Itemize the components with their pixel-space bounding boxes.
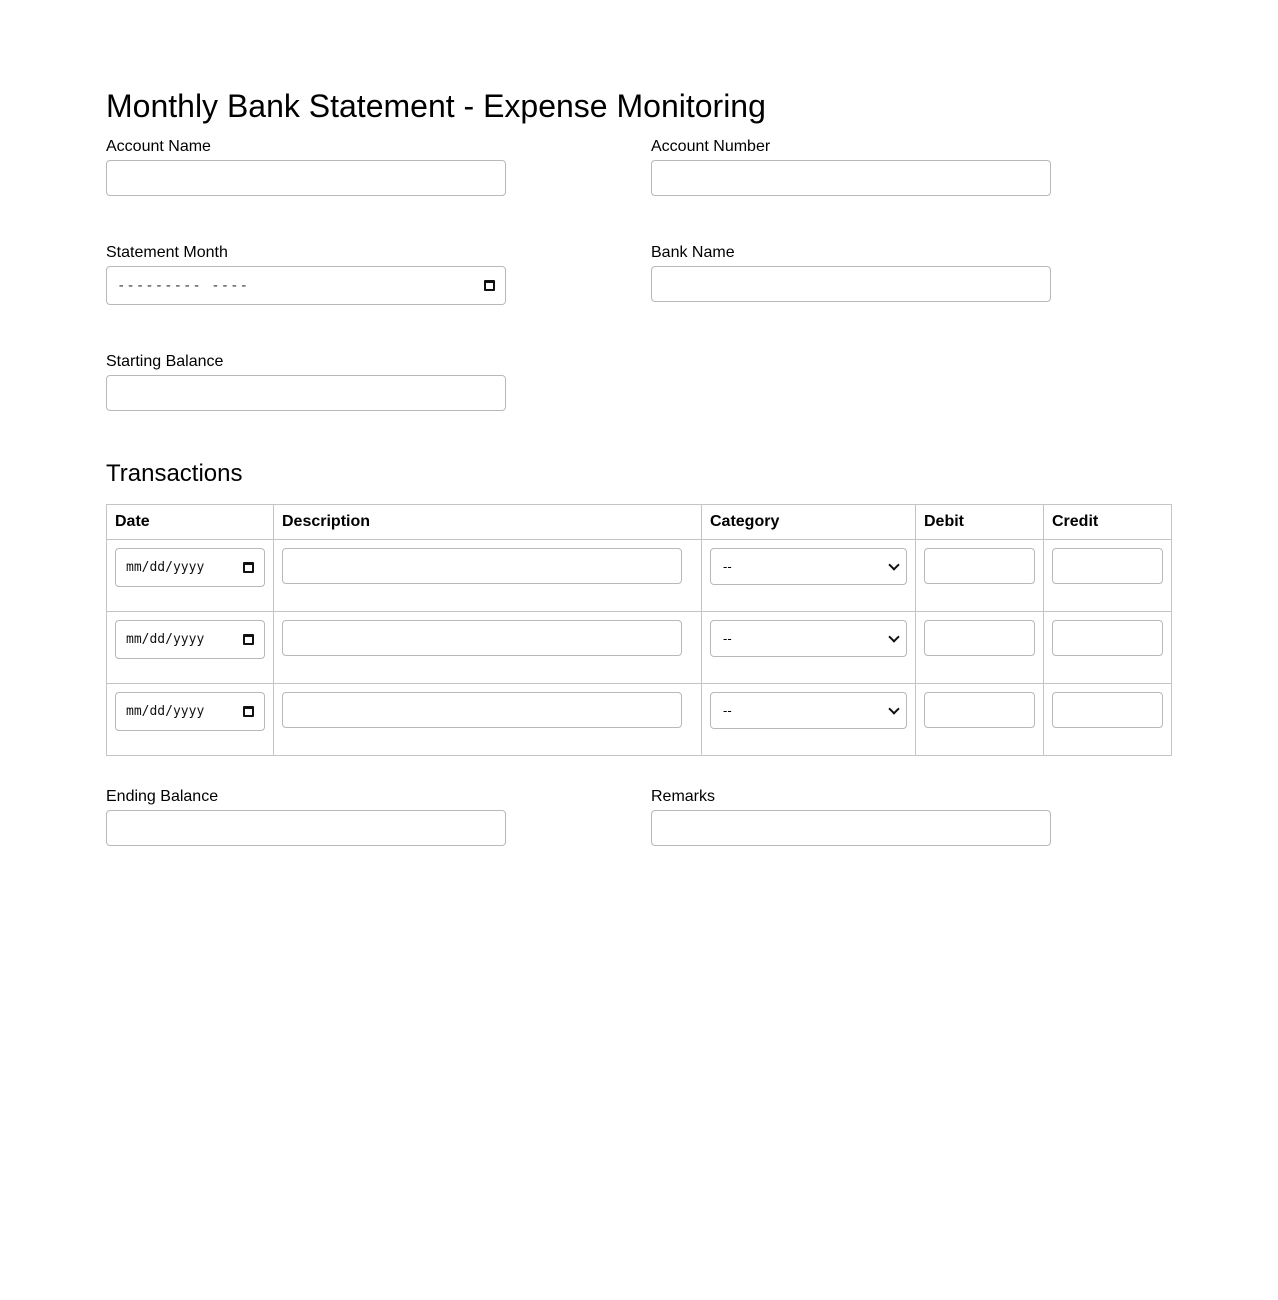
page-title: Monthly Bank Statement - Expense Monitoring	[106, 88, 766, 124]
category-selected-value: --	[723, 559, 732, 574]
column-header-debit: Debit	[916, 505, 1044, 540]
statement-month-placeholder: --------- ----	[117, 277, 250, 294]
column-header-credit: Credit	[1044, 505, 1172, 540]
transaction-debit-input[interactable]	[924, 548, 1035, 584]
statement-month-field	[106, 244, 651, 305]
table-row	[107, 540, 1172, 612]
column-header-category: Category	[702, 505, 916, 540]
transaction-date-input[interactable]	[115, 620, 265, 659]
transaction-category-select[interactable]	[710, 620, 907, 657]
transaction-credit-input[interactable]	[1052, 692, 1163, 728]
account-number-input[interactable]	[651, 160, 1051, 196]
table-row	[107, 684, 1172, 756]
transaction-category-select[interactable]	[710, 548, 907, 585]
ending-balance-input[interactable]	[106, 810, 506, 846]
statement-form	[106, 80, 1172, 846]
calendar-icon[interactable]	[243, 706, 254, 717]
transaction-description-input[interactable]	[282, 620, 682, 656]
category-selected-value: --	[723, 703, 732, 718]
date-placeholder: mm/dd/yyyy	[126, 704, 205, 719]
transaction-date-input[interactable]	[115, 548, 265, 587]
calendar-icon[interactable]	[243, 634, 254, 645]
remarks-label: Remarks	[651, 788, 716, 805]
date-placeholder: mm/dd/yyyy	[126, 632, 205, 647]
chevron-down-icon	[888, 631, 899, 642]
transaction-date-input[interactable]	[115, 692, 265, 731]
bank-name-field	[651, 244, 1172, 305]
transaction-debit-input[interactable]	[924, 620, 1035, 656]
table-row	[107, 612, 1172, 684]
chevron-down-icon	[888, 703, 899, 714]
date-placeholder: mm/dd/yyyy	[126, 560, 205, 575]
account-number-label: Account Number	[651, 138, 771, 155]
starting-balance-field	[106, 353, 651, 411]
column-header-description: Description	[274, 505, 702, 540]
statement-month-label: Statement Month	[106, 244, 228, 261]
transaction-category-select[interactable]	[710, 692, 907, 729]
transactions-heading: Transactions	[106, 460, 243, 487]
transaction-debit-input[interactable]	[924, 692, 1035, 728]
starting-balance-label: Starting Balance	[106, 353, 224, 370]
account-name-label: Account Name	[106, 138, 211, 155]
remarks-input[interactable]	[651, 810, 1051, 846]
starting-balance-input[interactable]	[106, 375, 506, 411]
chevron-down-icon	[888, 559, 899, 570]
account-number-field	[651, 138, 1172, 196]
transaction-credit-input[interactable]	[1052, 548, 1163, 584]
column-header-date: Date	[107, 505, 274, 540]
bank-name-label: Bank Name	[651, 244, 735, 261]
calendar-icon[interactable]	[484, 280, 495, 291]
transaction-credit-input[interactable]	[1052, 620, 1163, 656]
transactions-table	[106, 504, 1172, 756]
ending-balance-field	[106, 788, 651, 846]
category-selected-value: --	[723, 631, 732, 646]
ending-balance-label: Ending Balance	[106, 788, 219, 805]
transaction-description-input[interactable]	[282, 692, 682, 728]
account-name-field	[106, 138, 651, 196]
remarks-field	[651, 788, 1172, 846]
calendar-icon[interactable]	[243, 562, 254, 573]
bank-name-input[interactable]	[651, 266, 1051, 302]
transaction-description-input[interactable]	[282, 548, 682, 584]
table-header-row	[107, 505, 1172, 540]
account-name-input[interactable]	[106, 160, 506, 196]
statement-month-input[interactable]	[106, 266, 506, 305]
